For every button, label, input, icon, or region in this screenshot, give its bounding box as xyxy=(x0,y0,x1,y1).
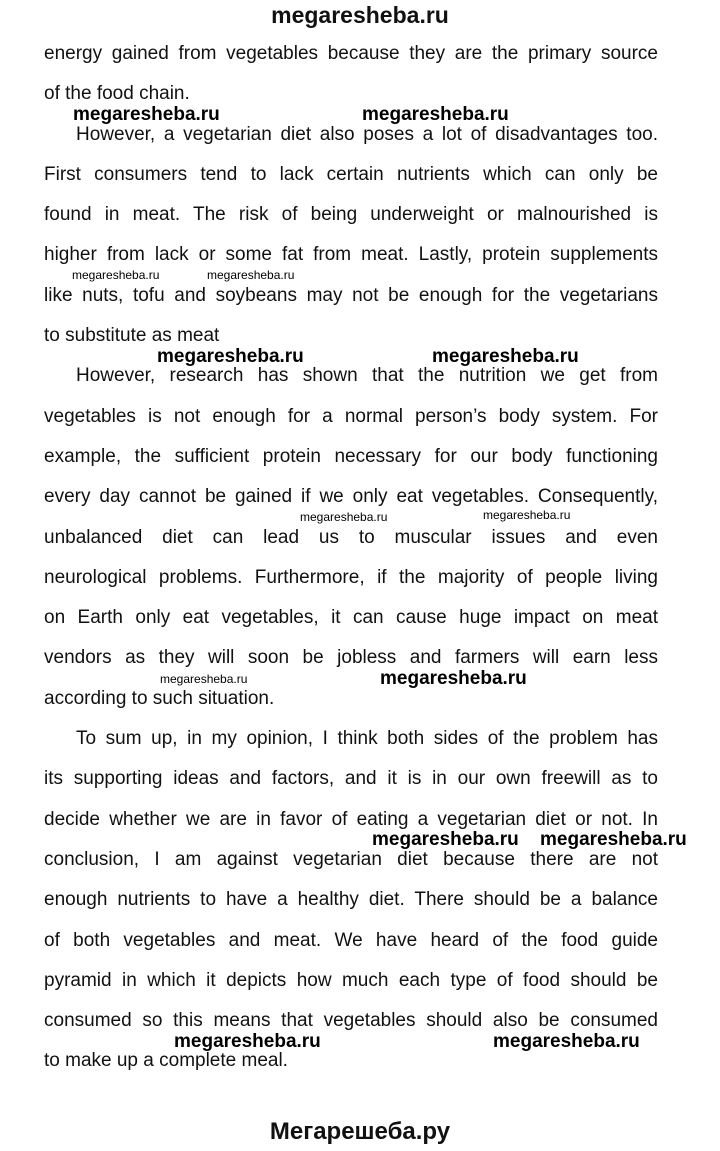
watermark: megaresheba.ru xyxy=(73,104,220,125)
site-footer: Мегарешеба.ру xyxy=(269,1118,451,1145)
text-line: of both vegetables and meat. We have heard of the food guide xyxy=(44,929,658,951)
watermark: megaresheba.ru xyxy=(157,346,304,367)
text-line: to make up a complete meal. xyxy=(44,1050,288,1072)
watermark: megaresheba.ru xyxy=(207,268,295,282)
watermark: megaresheba.ru xyxy=(483,508,571,522)
essay-text xyxy=(44,44,658,1092)
text-line: vendors as they will soon be jobless and farmers will earn less xyxy=(44,647,658,669)
text-line: example, the sufficient protein necessary for our body functioning xyxy=(44,445,658,467)
text-line: To sum up, in my opinion, I think both sides of the problem has xyxy=(76,728,658,750)
text-line: found in meat. The risk of being underweight or malnourished is xyxy=(44,204,658,226)
text-line: neurological problems. Furthermore, if the majority of people living xyxy=(44,566,658,588)
text-line: decide whether we are in favor of eating a vegetarian diet or not. In xyxy=(44,808,658,830)
text-line: unbalanced diet can lead us to muscular issues and even xyxy=(44,526,658,548)
watermark: megaresheba.ru xyxy=(372,829,519,850)
text-line: conclusion, I am against vegetarian diet because there are not xyxy=(44,848,658,870)
site-header: megaresheba.ru xyxy=(271,2,449,28)
text-line: pyramid in which it depicts how much each type of food should be xyxy=(44,969,658,991)
text-line: energy gained from vegetables because they are the primary source xyxy=(44,43,658,64)
text-line: However, research has shown that the nutrition we get from xyxy=(76,365,658,387)
watermark: megaresheba.ru xyxy=(300,510,388,524)
watermark: megaresheba.ru xyxy=(432,346,579,367)
text-line: However, a vegetarian diet also poses a lot of disadvantages too. xyxy=(76,123,658,145)
text-line: its supporting ideas and factors, and it is in our own freewill as to xyxy=(44,768,658,790)
text-line: according to such situation. xyxy=(44,687,275,709)
watermark: megaresheba.ru xyxy=(72,268,160,282)
text-line: consumed so this means that vegetables should also be consumed xyxy=(44,1010,658,1032)
text-line: on Earth only eat vegetables, it can cause huge impact on meat xyxy=(44,607,658,629)
text-line: like nuts, tofu and soybeans may not be enough for the vegetarians xyxy=(44,284,658,306)
text-line: vegetables is not enough for a normal person’s body system. For xyxy=(44,405,658,427)
watermark: megaresheba.ru xyxy=(493,1031,640,1052)
text-line: higher from lack or some fat from meat. Lastly, protein supplements xyxy=(44,244,658,266)
text-line: every day cannot be gained if we only eat vegetables. Consequently, xyxy=(44,486,658,508)
watermark: megaresheba.ru xyxy=(174,1031,321,1052)
watermark: megaresheba.ru xyxy=(362,104,509,125)
text-line: of the food chain. xyxy=(44,83,190,105)
text-line: First consumers tend to lack certain nutrients which can only be xyxy=(44,163,658,185)
watermark: megaresheba.ru xyxy=(160,672,248,686)
text-line: enough nutrients to have a healthy diet. There should be a balance xyxy=(44,889,658,911)
watermark: megaresheba.ru xyxy=(540,829,687,850)
watermark: megaresheba.ru xyxy=(380,668,527,689)
text-line: to substitute as meat xyxy=(44,325,220,347)
